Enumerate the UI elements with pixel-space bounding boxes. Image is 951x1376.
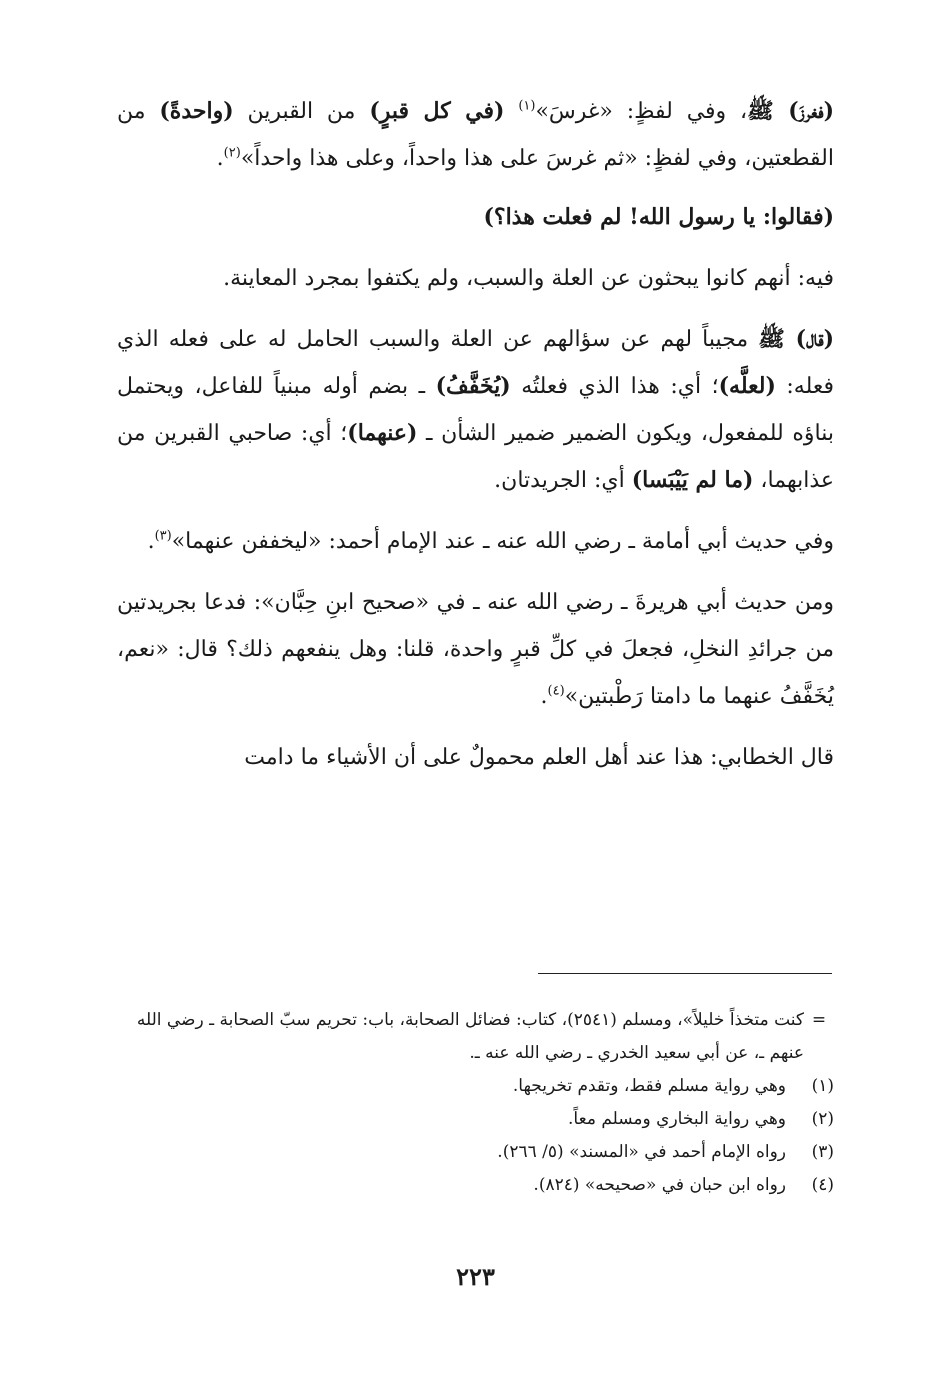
text-run: . <box>216 146 224 171</box>
footnote-text: وهي رواية البخاري ومسلم معاً. <box>568 1109 786 1129</box>
bold-phrase: (في كل قبرٍ) <box>369 98 505 124</box>
text-run: ـ بضم أوله مبنياً للفاعل، ويحتمل بناؤه للمفعول، ويكون الضمير ضمير الشأن ـ <box>117 374 834 446</box>
paragraph-4 <box>117 316 834 504</box>
text-run: فيه: أنهم كانوا يبحثون عن العلة والسبب، ولم يكتفوا بمجرد المعاينة. <box>223 266 834 291</box>
footnote-ref-1[interactable]: (١) <box>518 98 536 114</box>
text-run: . <box>540 684 548 709</box>
paragraph-7 <box>117 734 834 781</box>
footnote-ref-3[interactable]: (٣) <box>154 528 172 544</box>
text-run: أي: الجريدتان. <box>494 468 632 493</box>
text-run: ؛ أي: صاحبي القبرين من عذابهما، <box>117 421 834 493</box>
main-text <box>117 88 834 795</box>
paragraph-2 <box>117 194 834 241</box>
footnote-1 <box>117 1070 834 1103</box>
bold-phrase: (يُخَفَّفُ) <box>435 373 511 399</box>
footnote-separator <box>538 973 832 974</box>
footnote-text: وهي رواية مسلم فقط، وتقدم تخريجها. <box>512 1076 786 1096</box>
footnote-number: (١) <box>811 1076 834 1096</box>
footnote-ref-4[interactable]: (٤) <box>547 683 565 699</box>
bold-phrase: (ما لم يَيْبَسا) <box>631 467 754 493</box>
footnote-continuation <box>117 1004 834 1070</box>
page-number: ٢٢٣ <box>456 1262 495 1291</box>
footnote-text: كنت متخذاً خليلاً»، ومسلم (٢٥٤١)، كتاب: فضائل الصحابة، باب: تحريم سبّ الصحابة ـ رضي الله عنهم ـ، عن أبي سعيد الخدري ـ رضي الله عنه ـ. <box>136 1010 804 1063</box>
text-run: من القبرين <box>233 99 370 124</box>
footnotes <box>117 1004 834 1202</box>
footnote-2 <box>117 1103 834 1136</box>
bold-phrase: (قال) ﷺ <box>758 326 835 352</box>
bold-phrase: (لعلَّه) <box>718 373 776 399</box>
text-run <box>504 99 518 124</box>
footnote-number: (٤) <box>811 1175 834 1195</box>
text-run: قال الخطابي: هذا عند أهل العلم محمولٌ على أن الأشياء ما دامت <box>244 745 834 770</box>
bold-phrase: (فغرزَ) ﷺ <box>747 98 834 124</box>
bold-phrase: (فقالوا: يا رسول الله! لم فعلت هذا؟) <box>483 204 834 230</box>
bold-phrase: (عنهما) <box>347 420 418 446</box>
text-run: وفي حديث أبي أمامة ـ رضي الله عنه ـ عند الإمام أحمد: «ليخففن عنهما» <box>171 529 834 554</box>
footnote-4 <box>117 1169 834 1202</box>
footnote-text: رواه الإمام أحمد في «المسند» (٥/ ٢٦٦). <box>497 1142 786 1162</box>
footnote-number: (٣) <box>811 1142 834 1162</box>
text-run: ، وفي لفظٍ: «غرسَ» <box>535 99 748 124</box>
text-run: . <box>147 529 155 554</box>
paragraph-3 <box>117 255 834 302</box>
footnote-number: (٢) <box>811 1109 834 1129</box>
text-run: ؛ أي: هذا الذي فعلتُه <box>510 374 719 399</box>
paragraph-6 <box>117 579 834 720</box>
continuation-mark: = <box>811 1010 827 1030</box>
paragraph-1 <box>117 88 834 182</box>
text-run: مجيباً لهم عن سؤالهم عن العلة والسبب الحامل له على فعله الذي فعله: <box>117 327 834 399</box>
footnote-ref-2[interactable]: (٢) <box>223 145 241 161</box>
bold-phrase: (واحدةً) <box>159 98 234 124</box>
text-run: من القطعتين، وفي لفظٍ: «ثم غرسَ على هذا واحداً، وعلى هذا واحداً» <box>117 99 834 171</box>
footnote-text: رواه ابن حبان في «صحيحه» (٨٢٤). <box>533 1175 786 1195</box>
text-run: ومن حديث أبي هريرةَ ـ رضي الله عنه ـ في «صحيح ابنِ حِبَّان»: فدعا بجريدتين من جرائدِ النخلِ، فجعلَ في كلِّ قبرٍ واحدة، قلنا: وهل ينفعهم ذلك؟ قال: «نعم، يُخَفَّفُ عنهما ما دامتا رَطْبتين» <box>117 590 834 709</box>
paragraph-5 <box>117 518 834 565</box>
footnote-3 <box>117 1136 834 1169</box>
